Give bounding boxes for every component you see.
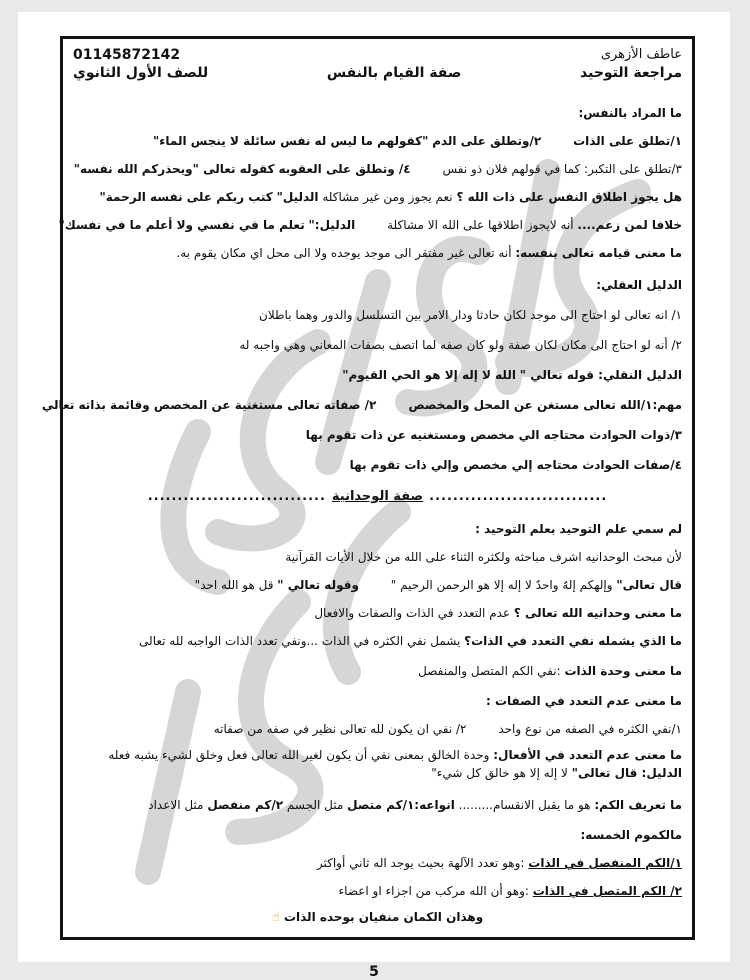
question-text: ما معنى وحدة الذات [564,664,682,678]
evidence-label: قال تعالى" [616,578,682,592]
quote-text: وإلهكم إلهٌ واحدٌ لا إله إلا هو الرحمن الرحيم " [390,578,613,592]
text-line [73,765,682,781]
answer-text: نعم يجوز ومن غير مشاكله [322,190,453,204]
question-text: ما المراد بالنفس: [578,106,682,120]
evidence-label: الدليل: قال تعالى" [571,766,682,780]
grade-label: للصف الأول الثانوي [73,65,209,81]
question-line [73,693,682,709]
document-frame [41,36,695,940]
evidence-label: الدليل النقلي: قوله تعالي " [519,368,682,382]
item-text: ٢/ صفاته تعالى مستغنية عن المخصص وقائمة بذاته تعالي [41,398,377,412]
evidence-label: الدليل" [276,190,319,204]
header-row [73,47,682,63]
text-line [41,397,682,413]
question-text: ما معنى عدم التعدد في الأفعال: [493,748,682,762]
quote-text: كقوله تعالى "ويحذركم الله نفسه" [73,162,275,176]
item-text: ٢/وتطلق على الدم [432,134,542,148]
item-text: ٢/ الكم المتصل في الذات [532,884,682,898]
item-text: مهم:١/الله تعالى مستغن عن المحل والمخصص [408,398,682,412]
pointing-hand-icon: ☝ [271,910,280,925]
answer-text: هو ما يقبل الانقسام......... [458,798,591,812]
text-line [73,883,682,899]
question-text: ما تعريف الكم: [594,798,682,812]
evidence-label: الدليل:" [308,218,356,232]
answer-text: وحدة الخالق بمعنى نفي أن يكون لغير الله تعالى فعل وخلق لشيء يشبه فعله [108,748,490,762]
separator-dots: .............................. [429,489,608,504]
item-text: ١/نفي الكثره في الصفه من نوع واحد [498,722,682,736]
section-title: صفة الوحدانية [331,489,424,504]
title-row [73,65,682,81]
quote-text: الله لا إله إلا هو الحي القيوم" [342,368,516,382]
section-separator [73,489,682,505]
item-text: ٢/ أنه لو احتاج الى مكان لكان صفة ولو كان صفه لما اتصف بصفات المعاني وهي واجبه له [239,338,682,352]
question-text: ما الذي يشمله نفي التعدد في الذات؟ [464,634,682,648]
item-text: ١/الكم المنفصل في الذات [528,856,682,870]
closing-text: وهذان الكمان منفيان بوحده الذات [283,910,484,924]
answer-text: :نفي الكم المتصل والمنفصل [418,664,561,678]
question-text: ما معنى قيامه تعالى بنفسه: [515,246,682,260]
answer-text: أنه لايجوز اطلاقها على الله الا مشاكلة [387,218,574,232]
text-line [73,577,682,593]
separator-dots: .............................. [147,489,326,504]
section-text: الدليل العقلي: [596,278,682,292]
text-line [73,161,682,177]
text-line [73,189,682,205]
item-text: ١/ انه تعالى لو احتاج الى موجد لكان حادثا ودار الامر بين التسلسل والدور وهما باطلان [259,308,682,322]
text-line [73,855,682,871]
answer-text: أنه تعالى غير مفتقر الى موجد يوجده ولا الى محل اي مكان يقوم به. [176,246,512,260]
text-line [73,307,682,323]
phone-number: 01145872142 [73,47,181,63]
question-text: مالكموم الخمسه: [580,828,682,842]
question-line [73,105,682,121]
answer-text: :وهو أن الله مركب من اجزاء او اعضاء [338,884,529,898]
text-line [73,133,682,149]
question-text: هل يجوز اطلاق النفس على ذات الله ؟ [456,190,682,204]
answer-text: :وهو تعدد الآلهة بحيث يوجد اله ثاني أواكثر [316,856,525,870]
quote-text: كتب ربكم على نفسه الرحمة" [99,190,273,204]
answer-text: عدم التعدد في الذات والصفات والافعال [314,606,511,620]
page-sheet [18,12,730,980]
text-line [73,605,682,621]
course-title: مراجعة التوحيد [580,65,682,81]
section-label [73,277,682,293]
text-line [73,245,682,261]
item-text: انواعه:١/كم متصل [347,798,455,812]
text-line [73,797,682,813]
item-text: مثل الاعداد [148,798,204,812]
quote-text: لا إله إلا هو خالق كل شيء" [431,766,568,780]
item-text: ١/تطلق على الذات [573,134,682,148]
item-text: ٢/كم منفصل [207,798,284,812]
question-text: لم سمي علم التوحيد بعلم التوحيد : [475,522,682,536]
item-text: خلافا لمن زعم.... [577,218,682,232]
question-line [73,521,682,537]
evidence-label: وقوله تعالي " [277,578,359,592]
text-line [73,367,682,383]
quote-text: تعلم ما في نفسي ولا أعلم ما في نفسك" [58,218,305,232]
topic-title: صفة القيام بالنفس [326,65,462,81]
quote-text: "كقولهم ما ليس له نفس سائلة لا ينجس الماء" [153,134,429,148]
item-text: ٤/صفات الحوادث محتاجه إلي مخصص وإلي ذات تقوم بها [349,458,682,472]
text-line [73,549,682,565]
text-line [73,721,682,737]
text-line [73,457,682,473]
text-line [73,747,682,763]
text-line [73,663,682,679]
answer-text: لأن مبحث الوحدانيه اشرف مباحثه ولكثره الثناء على الله من خلال الأيات القرآنية [285,550,682,564]
item-text: ٤/ وتطلق على العقوبه [278,162,411,176]
quote-text: قل هو الله احد" [194,578,274,592]
page-number: 5 [369,964,379,980]
item-text: ٣/تطلق على التكبر: كما في قولهم فلان ذو نفس [442,162,682,176]
text-line [73,633,682,649]
question-line [73,827,682,843]
question-text: ما معنى عدم التعدد في الصفات : [486,694,682,708]
text-line [73,337,682,353]
item-text: ٣/ذوات الحوادث محتاجه الي مخصص ومستغنيه عن ذات تقوم بها [305,428,682,442]
closing-line [73,909,682,926]
question-text: ما معنى وحدانيه الله تعالى ؟ [513,606,682,620]
text-line [58,217,682,233]
item-text: مثل الجسم [286,798,344,812]
item-text: ٢/ نفي ان يكون لله تعالى نظير في صفه من صفاته [213,722,467,736]
answer-text: يشمل نفي الكثره في الذات ...ونفي تعدد الذات الواجبه لله تعالى [139,634,461,648]
author-name: عاطف الأزهرى [600,47,682,62]
text-line [73,427,682,443]
